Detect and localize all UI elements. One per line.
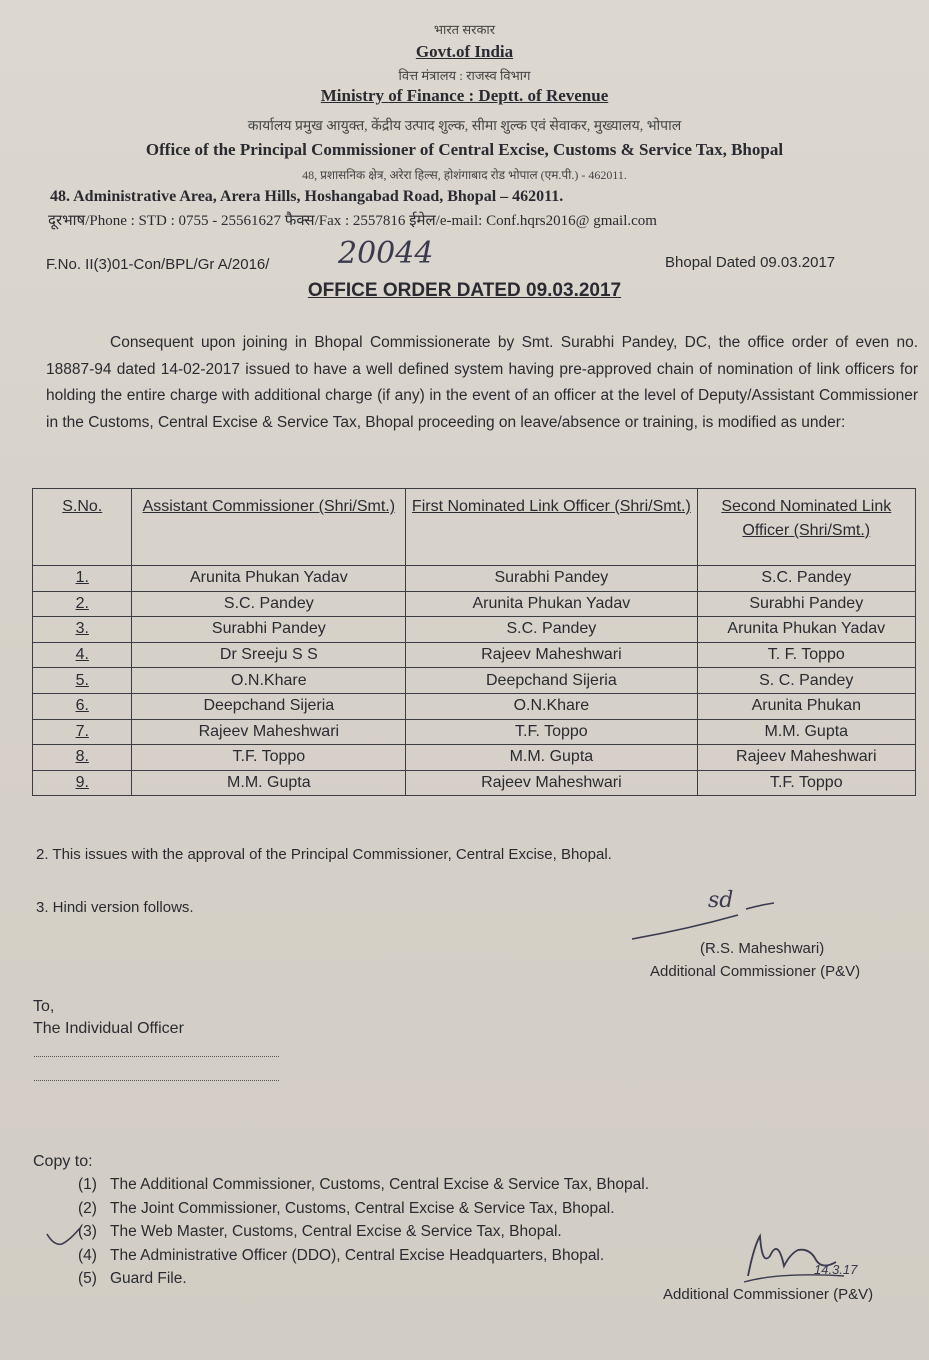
row-first-link-officer: Deepchand Sijeria	[406, 668, 697, 694]
dated-line: Bhopal Dated 09.03.2017	[665, 254, 836, 271]
row-sno: 3.	[33, 617, 132, 643]
list-item-number: (3)	[78, 1223, 97, 1241]
hindi-office-line: कार्यालय प्रमुख आयुक्त, केंद्रीय उत्पाद शुल्क, सीमा शुल्क एवं सेवाकर, मुख्यालय, भोपाल	[247, 119, 682, 134]
list-item	[78, 1173, 649, 1197]
row-second-link-officer: Arunita Phukan	[697, 693, 915, 719]
table-header-row	[33, 489, 916, 566]
list-item	[78, 1267, 649, 1291]
row-second-link-officer: S. C. Pandey	[697, 668, 915, 694]
row-first-link-officer: Rajeev Maheshwari	[406, 642, 697, 668]
handwritten-initials	[740, 1226, 850, 1286]
hindi-version-paragraph: 3. Hindi version follows.	[36, 899, 194, 916]
list-item-text: The Additional Commissioner, Customs, Central Excise & Service Tax, Bhopal.	[110, 1176, 650, 1193]
row-sno: 2.	[33, 591, 132, 617]
blank-dotted-line	[34, 1080, 279, 1081]
signature-stroke	[628, 895, 778, 945]
row-second-link-officer: S.C. Pandey	[697, 566, 915, 592]
header-assistant-commissioner: Assistant Commissioner (Shri/Smt.)	[132, 489, 406, 566]
row-assistant-commissioner: Rajeev Maheshwari	[132, 719, 406, 745]
table-row	[33, 770, 916, 796]
body-paragraph-text: Consequent upon joining in Bhopal Commissionerate by Smt. Surabhi Pandey, DC, the office order of even no. 18887-94 dated 14-02-2017 issued to have a well defined system having pre-approved chain of nomination of link officers for holding the entire charge with additional charge (if any) in the event of an officer at the level of Deputy/Assistant Commissioner in the Customs, Central Excise & Service Tax, Bhopal proceeding on leave/absence or training, is modified as under:	[46, 334, 918, 431]
list-item-text: Guard File.	[110, 1270, 187, 1288]
table-row	[33, 668, 916, 694]
row-first-link-officer: M.M. Gupta	[406, 745, 697, 771]
copy-to-label: Copy to:	[33, 1153, 93, 1170]
row-first-link-officer: S.C. Pandey	[406, 617, 697, 643]
govt-heading: Govt.of India	[415, 42, 514, 61]
row-first-link-officer: T.F. Toppo	[406, 719, 697, 745]
contact-line: दूरभाष/Phone : STD : 0755 - 25561627 फैक्स/Fax : 2557816 ईमेल/e-mail: Conf.hqrs2016@ gmail.com	[48, 213, 657, 229]
row-first-link-officer: O.N.Khare	[406, 693, 697, 719]
table-row	[33, 617, 916, 643]
table-row	[33, 642, 916, 668]
row-sno: 5.	[33, 668, 132, 694]
row-second-link-officer: Rajeev Maheshwari	[697, 745, 915, 771]
row-second-link-officer: M.M. Gupta	[697, 719, 915, 745]
blank-dotted-line	[34, 1056, 279, 1057]
body-paragraph	[46, 330, 918, 436]
list-item	[78, 1220, 649, 1244]
footer-signer-title: Additional Commissioner (P&V)	[663, 1286, 874, 1303]
list-item-number: (4)	[78, 1246, 97, 1264]
approval-paragraph: 2. This issues with the approval of the Principal Commissioner, Central Excise, Bhopal.	[36, 846, 612, 863]
office-heading: Office of the Principal Commissioner of Central Excise, Customs & Service Tax, Bhopal	[145, 140, 784, 159]
row-sno: 4.	[33, 642, 132, 668]
to-recipient: The Individual Officer	[33, 1020, 184, 1037]
table-row	[33, 566, 916, 592]
hindi-address-line: 48, प्रशासनिक क्षेत्र, अरेरा हिल्स, होशंगाबाद रोड भोपाल (एम.पी.) - 462011.	[302, 168, 627, 182]
signer-title: Additional Commissioner (P&V)	[650, 963, 861, 980]
row-sno: 6.	[33, 693, 132, 719]
signature-mark: sd	[708, 888, 734, 913]
row-assistant-commissioner: Dr Sreeju S S	[132, 642, 406, 668]
hindi-govt-line: भारत सरकार	[433, 22, 496, 37]
list-item-number: (1)	[78, 1176, 97, 1193]
list-item	[78, 1197, 649, 1221]
order-title: OFFICE ORDER DATED 09.03.2017	[307, 280, 622, 301]
row-second-link-officer: T. F. Toppo	[697, 642, 915, 668]
list-item-text: The Administrative Officer (DDO), Central Excise Headquarters, Bhopal.	[110, 1246, 605, 1264]
row-assistant-commissioner: Arunita Phukan Yadav	[132, 566, 406, 592]
table-row	[33, 591, 916, 617]
list-item-text: The Web Master, Customs, Central Excise & Service Tax, Bhopal.	[110, 1223, 562, 1241]
list-item	[78, 1244, 649, 1268]
hindi-department-line: वित्त मंत्रालय : राजस्व विभाग	[398, 68, 531, 83]
row-assistant-commissioner: Deepchand Sijeria	[132, 693, 406, 719]
link-officer-table	[32, 488, 916, 796]
row-first-link-officer: Rajeev Maheshwari	[406, 770, 697, 796]
list-item-number: (2)	[78, 1199, 97, 1217]
header-sno: S.No.	[33, 489, 132, 566]
row-first-link-officer: Arunita Phukan Yadav	[406, 591, 697, 617]
handwritten-file-number: 20044	[338, 236, 434, 271]
checkmark-icon	[44, 1226, 84, 1250]
row-assistant-commissioner: S.C. Pandey	[132, 591, 406, 617]
signature-date: 14.3.17	[814, 1262, 858, 1277]
row-second-link-officer: Surabhi Pandey	[697, 591, 915, 617]
row-sno: 1.	[33, 566, 132, 592]
list-item-text: The Joint Commissioner, Customs, Central Excise & Service Tax, Bhopal.	[110, 1199, 615, 1217]
row-assistant-commissioner: M.M. Gupta	[132, 770, 406, 796]
row-assistant-commissioner: Surabhi Pandey	[132, 617, 406, 643]
copy-to-list	[78, 1173, 649, 1291]
header-second-link-officer: Second Nominated Link Officer (Shri/Smt.)	[697, 489, 915, 566]
header-first-link-officer: First Nominated Link Officer (Shri/Smt.)	[406, 489, 697, 566]
row-sno: 7.	[33, 719, 132, 745]
list-item-number: (5)	[78, 1270, 97, 1288]
ministry-heading: Ministry of Finance : Deptt. of Revenue	[320, 86, 609, 105]
row-sno: 9.	[33, 770, 132, 796]
to-label: To,	[33, 998, 55, 1015]
table-row	[33, 745, 916, 771]
signer-name: (R.S. Maheshwari)	[700, 940, 825, 957]
row-second-link-officer: T.F. Toppo	[697, 770, 915, 796]
row-sno: 8.	[33, 745, 132, 771]
file-number: F.No. II(3)01-Con/BPL/Gr A/2016/	[46, 256, 270, 273]
row-first-link-officer: Surabhi Pandey	[406, 566, 697, 592]
table-row	[33, 693, 916, 719]
row-second-link-officer: Arunita Phukan Yadav	[697, 617, 915, 643]
address-line: 48. Administrative Area, Arera Hills, Hoshangabad Road, Bhopal – 462011.	[50, 188, 564, 205]
table-row	[33, 719, 916, 745]
row-assistant-commissioner: T.F. Toppo	[132, 745, 406, 771]
row-assistant-commissioner: O.N.Khare	[132, 668, 406, 694]
